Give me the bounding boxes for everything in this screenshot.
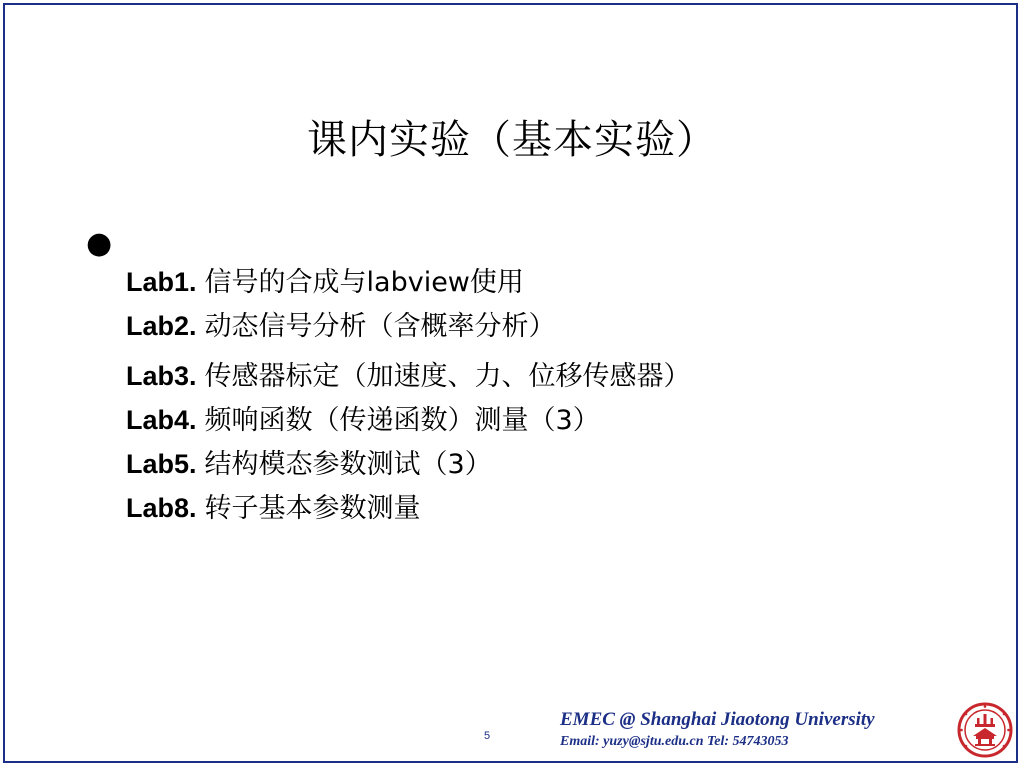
lab-id: Lab5. bbox=[126, 449, 197, 479]
lab-text: 信号的合成与labview使用 bbox=[204, 267, 524, 298]
lab-item bbox=[126, 304, 691, 348]
lab-text: 结构模态参数测试（3） bbox=[204, 449, 492, 480]
lab-item bbox=[126, 486, 691, 530]
university-seal-icon bbox=[957, 702, 1013, 758]
page-number: 5 bbox=[484, 730, 491, 742]
footer bbox=[560, 708, 952, 752]
lab-id: Lab4. bbox=[126, 405, 197, 435]
slide-title: 课内实验（基本实验） bbox=[307, 117, 717, 163]
footer-contact: Email: yuzy@sjtu.edu.cn Tel: 54743053 bbox=[560, 734, 789, 749]
bullet-marker: ● bbox=[86, 226, 113, 261]
lab-text: 转子基本参数测量 bbox=[204, 493, 421, 524]
lab-id: Lab1. bbox=[126, 267, 197, 297]
lab-text: 频响函数（传递函数）测量（3） bbox=[204, 405, 600, 436]
lab-item bbox=[126, 260, 691, 304]
footer-organization: EMEC @ Shanghai Jiaotong University bbox=[560, 709, 875, 730]
lab-id: Lab3. bbox=[126, 361, 197, 391]
lab-id: Lab8. bbox=[126, 493, 197, 523]
lab-item bbox=[126, 442, 691, 486]
lab-id: Lab2. bbox=[126, 311, 197, 341]
lab-list bbox=[126, 260, 691, 530]
lab-item bbox=[126, 354, 691, 398]
lab-item bbox=[126, 398, 691, 442]
lab-text: 传感器标定（加速度、力、位移传感器） bbox=[204, 361, 691, 392]
lab-text: 动态信号分析（含概率分析） bbox=[204, 311, 556, 342]
